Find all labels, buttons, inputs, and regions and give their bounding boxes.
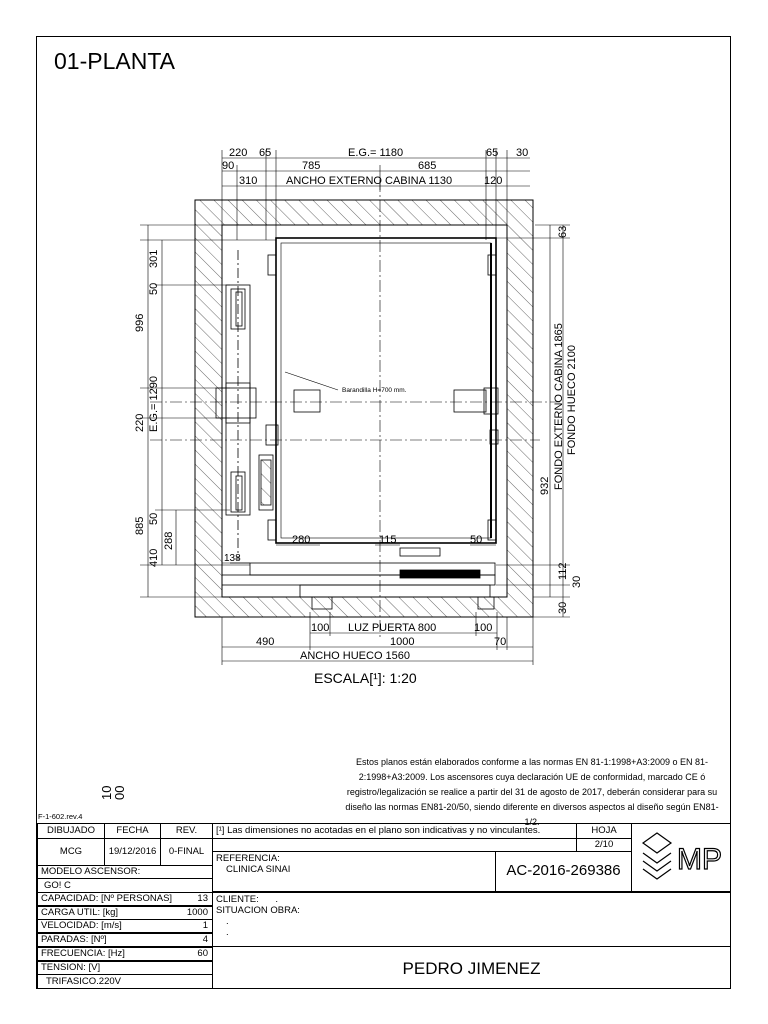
- power-supply: TRIFASICO.220V: [37, 974, 213, 989]
- dim-bottom-100b: 100: [474, 622, 493, 634]
- spec-label: FRECUENCIA: [Hz]: [41, 947, 125, 959]
- dim-top-685: 685: [418, 160, 437, 172]
- handrail-label: Barandilla H=700 mm.: [342, 387, 407, 394]
- dim-top-65a: 65: [259, 147, 272, 159]
- sheet-title: 01-PLANTA: [54, 48, 176, 74]
- client-row: [216, 894, 727, 905]
- logo-text: MP: [677, 843, 722, 876]
- dim-left-eg: E.G.= 1290: [148, 376, 160, 432]
- dim-right-30a: 30: [571, 575, 583, 588]
- header-date: FECHA: [104, 823, 161, 839]
- reference-box: [212, 851, 496, 892]
- spec-label: CAPACIDAD: [Nº PERSONAS]: [41, 893, 173, 904]
- vertical-digit-2: 00: [112, 785, 127, 800]
- form-revision-code: F-1-602.rev.4: [38, 812, 83, 821]
- spec-row: [37, 961, 213, 975]
- dim-left-301: 301: [148, 249, 160, 268]
- dim-top-785: 785: [302, 160, 321, 172]
- spec-row: [37, 933, 213, 947]
- vertical-digits: [100, 786, 126, 800]
- header-drawn: DIBUJADO: [37, 823, 105, 839]
- site-line-1: .: [226, 916, 229, 927]
- spec-row: [37, 906, 213, 920]
- dim-bottom-door: LUZ PUERTA 800: [348, 622, 437, 634]
- spec-value: 4: [202, 934, 208, 946]
- dim-top-eg: E.G.= 1180: [348, 147, 404, 159]
- dim-top-120: 120: [484, 175, 503, 187]
- dim-left-410: 410: [148, 548, 160, 567]
- shaft-opening: [222, 225, 507, 597]
- footnote: [¹] Las dimensiones no acotadas en el plano son indicativas y no vinculantes.: [212, 823, 577, 839]
- dim-bottom-490: 490: [256, 636, 275, 648]
- spec-row: [37, 892, 213, 906]
- spec-row: [37, 947, 213, 961]
- dim-top-65b: 65: [486, 147, 499, 159]
- dim-bottom-1000: 1000: [390, 636, 415, 648]
- dim-left-50b: 50: [148, 512, 160, 525]
- dim-inner-280: 280: [292, 534, 311, 546]
- dim-bottom-shaft-width: ANCHO HUECO 1560: [300, 650, 411, 662]
- dim-left-220: 220: [134, 413, 146, 432]
- client-name-box: [212, 946, 731, 989]
- drawing-date: 19/12/2016: [104, 838, 161, 866]
- standards-notes: Estos planos están elaborados conforme a las normas EN 81-1:1998+A3:2009 o EN 81-2:1998+A3:2009. Los ascensores cuya declaración UE de conformidad, marcado CE ó registro/legalización se realice a partir del 31 de agosto de 2017, deberán considerar para su diseño las normas EN81-20/50, siendo diferente en diversos aspectos al diseño según EN81-1/2.: [345, 757, 719, 827]
- dim-bottom-100a: 100: [311, 622, 330, 634]
- dim-left-50a: 50: [148, 282, 160, 295]
- sheet-number: 2/10: [576, 838, 632, 852]
- dim-inner-50: 50: [470, 534, 483, 546]
- reference-code: [495, 851, 632, 892]
- spec-value: 1: [202, 920, 208, 932]
- dim-inner-115: 115: [379, 534, 397, 546]
- dim-bottom-70: 70: [494, 636, 507, 648]
- dim-left-996: 996: [134, 313, 146, 332]
- client-value: .: [275, 894, 279, 905]
- vertical-digit-1: 10: [99, 785, 114, 800]
- dim-right-112: 112: [557, 562, 569, 580]
- spec-row: [37, 919, 213, 933]
- reference-code-text: AC-2016-269386: [506, 862, 621, 879]
- reference-value: CLINICA SINAI: [226, 864, 291, 875]
- dim-right-932: 932: [539, 476, 551, 495]
- header-rev: REV.: [160, 823, 213, 839]
- dim-left-885: 885: [134, 516, 146, 535]
- spec-value: 1000: [186, 906, 208, 918]
- dim-top-220: 220: [229, 147, 248, 159]
- dim-top-30: 30: [516, 147, 529, 159]
- scale-label: ESCALA[¹]: 1:20: [314, 670, 417, 686]
- dim-top-90: 90: [222, 160, 235, 172]
- model-value: GO! C: [37, 878, 213, 893]
- dim-right-63: 63: [557, 225, 569, 238]
- model-label: MODELO ASCENSOR:: [37, 865, 213, 879]
- client-site-box: [212, 892, 731, 947]
- logo-mark-icon: [635, 825, 731, 889]
- dim-right-30b: 30: [557, 601, 569, 614]
- spec-label: CARGA UTIL: [kg]: [41, 906, 119, 918]
- reference-label: REFERENCIA:: [216, 853, 280, 864]
- drawn-by: MCG: [37, 838, 105, 866]
- spec-label: TENSION: [V]: [41, 961, 101, 973]
- site-label: SITUACION OBRA:: [216, 905, 300, 916]
- dim-left-288: 288: [163, 531, 175, 550]
- dim-top-310: 310: [239, 175, 258, 187]
- dim-inner-138: 138: [224, 553, 241, 564]
- spec-value: 60: [197, 947, 208, 959]
- spec-label: VELOCIDAD: [m/s]: [41, 920, 122, 932]
- dim-right-shaft-depth: FONDO HUECO 2100: [566, 344, 578, 455]
- revision: 0-FINAL: [160, 838, 213, 866]
- company-logo: [631, 823, 731, 892]
- client-name: PEDRO JIMENEZ: [402, 959, 541, 978]
- spec-value: 13: [197, 893, 208, 904]
- spec-label: PARADAS: [Nº]: [41, 934, 107, 946]
- dim-right-cabin-depth: FONDO EXTERNO CABINA 1865: [553, 323, 565, 490]
- dim-top-cabin-width: ANCHO EXTERNO CABINA 1130: [286, 175, 453, 187]
- site-line-2: .: [226, 927, 229, 938]
- client-label: CLIENTE:: [216, 894, 259, 905]
- header-sheet: HOJA: [576, 823, 632, 839]
